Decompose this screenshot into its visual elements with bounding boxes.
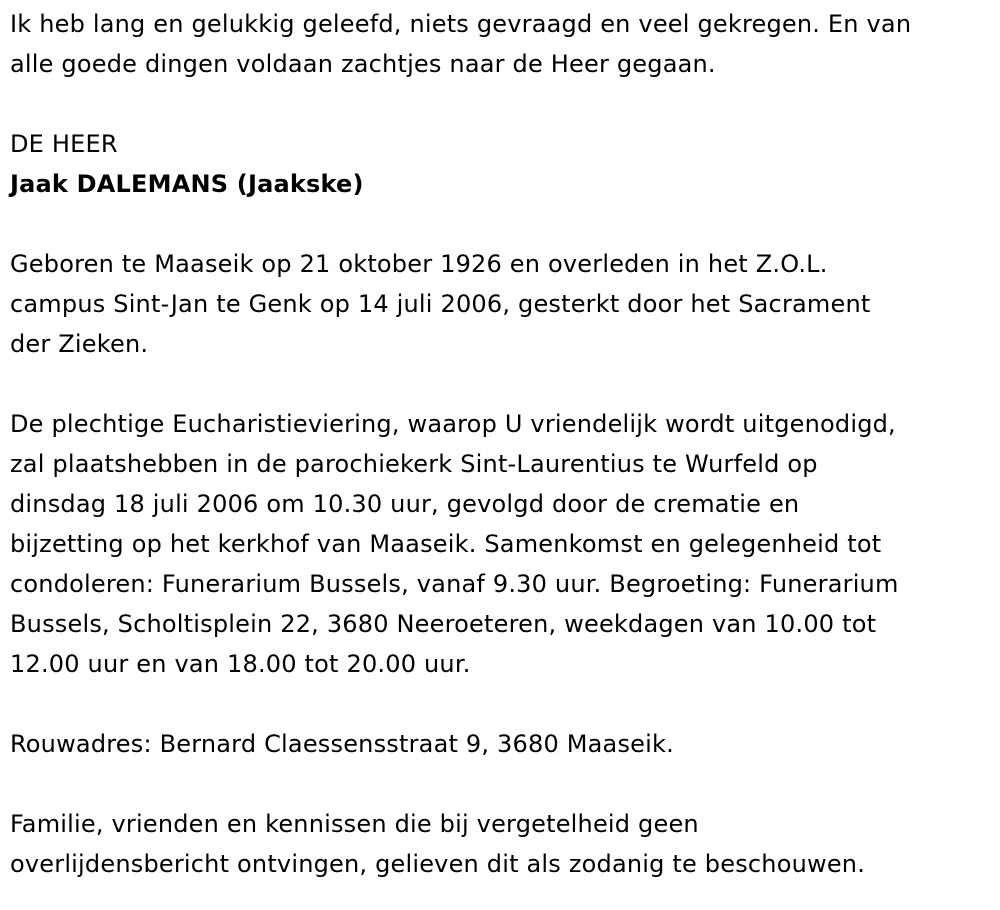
ceremony-paragraph: De plechtige Eucharistieviering, waarop U vriendelijk wordt uitgenodigd, zal plaatshebben in de parochiekerk Sint-Laurentius te Wurfeld op dinsdag 18 juli 2006 om 10.30 uur, gevolgd door de crematie en bijzetting op het kerkhof van Maaseik. Samenkomst en gelegenheid tot condoleren: Funerarium Bussels, vanaf 9.30 uur. Begroeting: Funerarium Bussels, Scholtisplein 22, 3680 Neeroeteren, weekdagen van 10.00 tot 12.00 uur en van 18.00 tot 20.00 uur. (10, 410, 899, 678)
obituary-notice (10, 4, 995, 884)
deceased-name: Jaak DALEMANS (Jaakske) (10, 170, 364, 198)
mourning-address: Rouwadres: Bernard Claessensstraat 9, 3680 Maaseik. (10, 730, 674, 758)
intro-paragraph: Ik heb lang en gelukkig geleefd, niets gevraagd en veel gekregen. En van alle goede dingen voldaan zachtjes naar de Heer gegaan. (10, 10, 912, 78)
honorific-title: DE HEER (10, 130, 118, 158)
closing-paragraph: Familie, vrienden en kennissen die bij vergetelheid geen overlijdensbericht ontvingen, gelieven dit als zodanig te beschouwen. (10, 810, 866, 878)
birth-death-paragraph: Geboren te Maaseik op 21 oktober 1926 en overleden in het Z.O.L. campus Sint-Jan te Genk op 14 juli 2006, gesterkt door het Sacrament der Zieken. (10, 250, 871, 358)
